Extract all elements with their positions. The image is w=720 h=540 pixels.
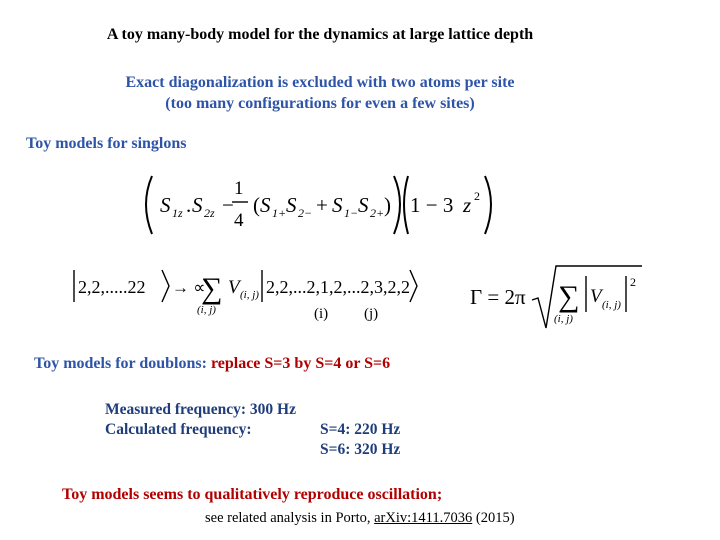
svg-text:S: S xyxy=(332,193,343,217)
svg-text:1+: 1+ xyxy=(272,206,287,220)
svg-text:(: ( xyxy=(253,193,260,217)
frequency-block xyxy=(105,400,400,460)
svg-text:2: 2 xyxy=(630,275,636,289)
svg-text:∑: ∑ xyxy=(201,272,223,305)
svg-text:2,2,.....22: 2,2,.....22 xyxy=(78,277,146,297)
svg-text:S: S xyxy=(358,193,369,217)
reference-line xyxy=(205,510,515,527)
conclusion-text: Toy models seems to qualitatively reproduce oscillation; xyxy=(62,486,443,503)
reference-suffix: (2015) xyxy=(475,510,515,526)
svg-text:2: 2 xyxy=(474,189,480,203)
svg-text:1z: 1z xyxy=(172,206,183,220)
svg-text:(i, j): (i, j) xyxy=(197,304,216,316)
calculated-frequency-row xyxy=(105,420,400,440)
site-label-i: (i) xyxy=(314,306,329,322)
svg-text:4: 4 xyxy=(234,210,244,231)
svg-text:−: − xyxy=(222,193,234,217)
doublons-line xyxy=(34,355,390,373)
calculated-s4: S=4: 220 Hz xyxy=(320,421,401,438)
svg-text:+: + xyxy=(316,193,328,217)
calculated-frequency-label: Calculated frequency: xyxy=(105,421,252,438)
arxiv-link[interactable]: arXiv:1411.7036 xyxy=(374,510,473,526)
svg-text:∑: ∑ xyxy=(558,280,580,313)
svg-text:(i, j): (i, j) xyxy=(240,289,259,301)
svg-text:z: z xyxy=(463,193,472,217)
svg-text:1−: 1− xyxy=(344,206,359,220)
svg-text:1 − 3: 1 − 3 xyxy=(410,193,454,217)
subtitle xyxy=(0,72,680,114)
svg-text:2,2,...2,1,2,...2,3,2,2: 2,2,...2,1,2,...2,3,2,2 xyxy=(266,277,410,297)
svg-text:Γ = 2π: Γ = 2π xyxy=(470,285,526,309)
svg-text:V: V xyxy=(590,286,602,307)
measured-frequency: Measured frequency: 300 Hz xyxy=(105,401,296,418)
singlons-heading: Toy models for singlons xyxy=(26,135,187,152)
slide-title: A toy many-body model for the dynamics at large lattice depth xyxy=(106,26,534,43)
svg-text:S: S xyxy=(160,193,171,217)
svg-text:1: 1 xyxy=(234,178,244,199)
gamma-rate-equation xyxy=(466,262,646,334)
calculated-s6: S=6: 320 Hz xyxy=(320,441,401,458)
svg-text:(i, j): (i, j) xyxy=(602,299,621,311)
subtitle-line-2: (too many configurations for even a few sites) xyxy=(165,95,475,112)
doublons-replace-text: replace S=3 by S=4 or S=6 xyxy=(210,355,391,372)
svg-text:S: S xyxy=(286,193,297,217)
svg-text:2+: 2+ xyxy=(370,206,385,220)
subtitle-line-1: Exact diagonalization is excluded with two atoms per site xyxy=(125,74,515,91)
svg-text:.: . xyxy=(186,193,192,217)
svg-text:(i, j): (i, j) xyxy=(554,313,573,325)
hamiltonian-equation xyxy=(138,170,508,240)
site-label-j: (j) xyxy=(364,306,379,322)
svg-text:2z: 2z xyxy=(204,206,215,220)
doublons-heading: Toy models for doublons: xyxy=(34,355,207,372)
svg-text:S: S xyxy=(260,193,271,217)
reference-prefix: see related analysis in Porto, xyxy=(205,510,371,526)
svg-text:S: S xyxy=(192,193,203,217)
svg-text:V: V xyxy=(228,277,240,298)
svg-text:→ ∝: → ∝ xyxy=(172,278,206,297)
svg-text:2−: 2− xyxy=(298,206,313,220)
svg-text:): ) xyxy=(384,193,391,217)
